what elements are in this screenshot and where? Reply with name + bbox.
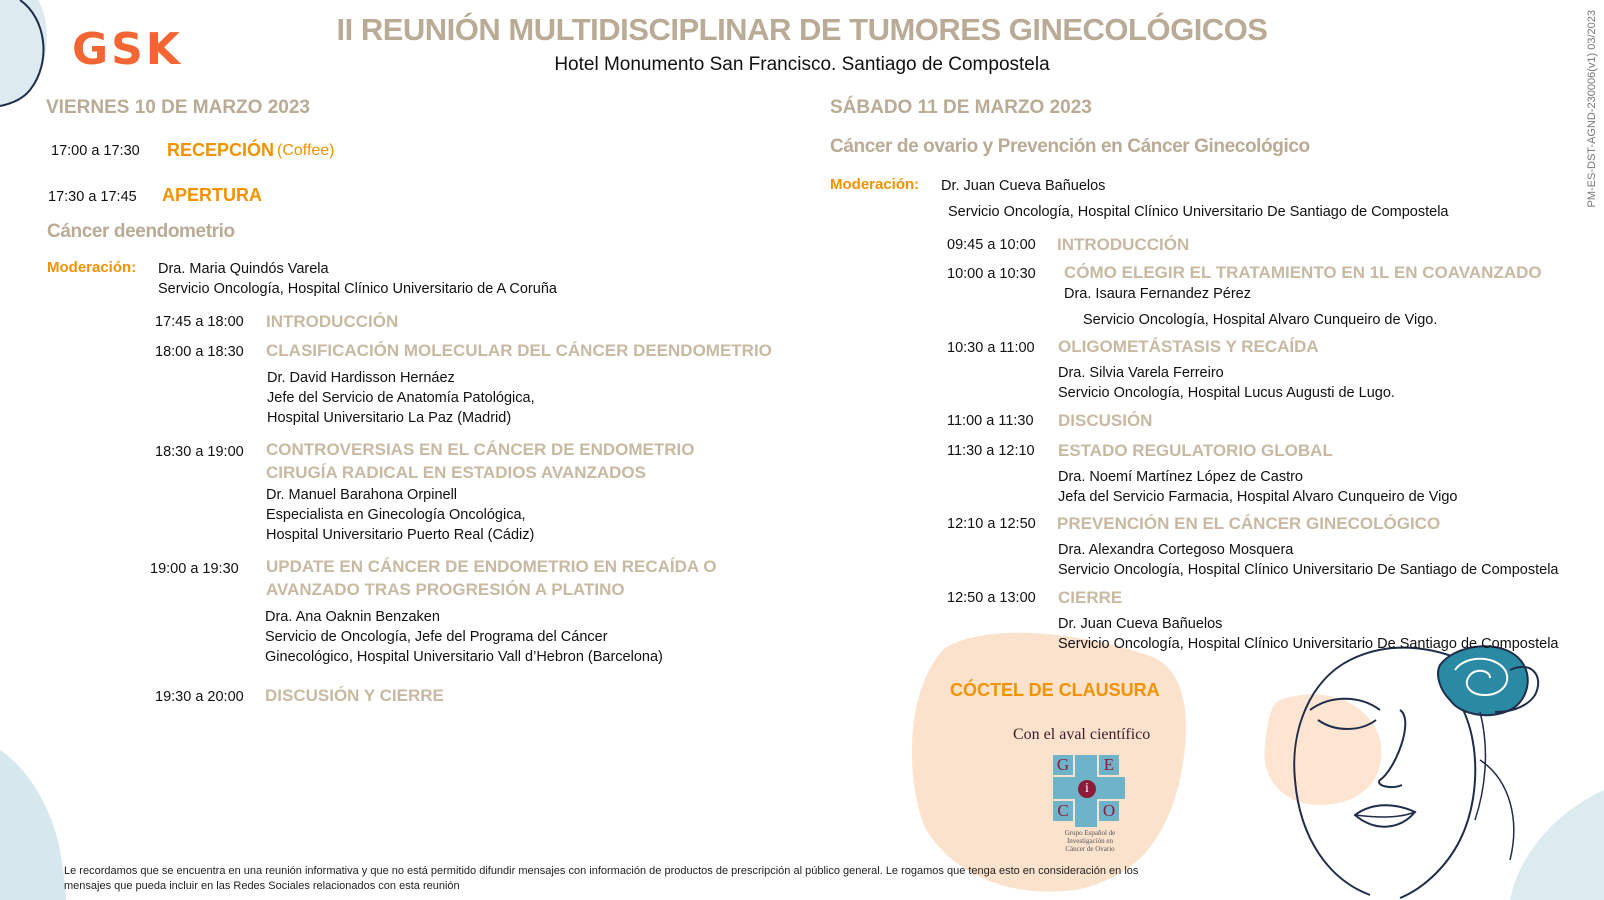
friday-speaker-line: Jefe del Servicio de Anatomía Patológica,	[267, 390, 535, 406]
friday-date: VIERNES 10 DE MARZO 2023	[46, 97, 310, 118]
footer-line: mensajes que pueda incluir en las Redes Sociales relacionados con esta reunión	[64, 880, 460, 892]
friday-item-time: 19:30 a 20:00	[155, 689, 244, 705]
saturday-item-time: 12:10 a 12:50	[947, 516, 1036, 532]
geico-caption-line: Investigación en	[1066, 837, 1114, 845]
saturday-speaker-line: Dra. Isaura Fernandez Pérez	[1064, 286, 1251, 302]
saturday-speaker-line: Dr. Juan Cueva Bañuelos	[1058, 616, 1223, 632]
friday-item-title: CIRUGÍA RADICAL EN ESTADIOS AVANZADOS	[266, 463, 646, 482]
opening-time: 17:30 a 17:45	[48, 189, 137, 205]
friday-item-title: INTRODUCCIÓN	[266, 312, 399, 331]
document-code: PM-ES-DST-AGND-230006(v1) 03/2023	[1586, 10, 1598, 208]
saturday-item-time: 12:50 a 13:00	[947, 590, 1036, 606]
friday-speaker-line: Dr. David Hardisson Hernáez	[267, 370, 455, 386]
reception-label: RECEPCIÓN	[167, 140, 275, 160]
geico-letter-o: O	[1099, 801, 1119, 821]
friday-speaker-line: Hospital Universitario La Paz (Madrid)	[267, 410, 512, 426]
legal-footer	[64, 864, 1264, 894]
saturday-moderation-label: Moderación:	[830, 176, 920, 193]
geico-caption	[1040, 829, 1140, 853]
geico-letter-g: G	[1053, 755, 1073, 775]
friday-item-time: 18:00 a 18:30	[155, 344, 244, 360]
saturday-item-title: OLIGOMETÁSTASIS Y RECAÍDA	[1058, 337, 1319, 356]
friday-section-title: Cáncer deendometrio	[47, 221, 235, 242]
saturday-speaker-line: Dra. Silvia Varela Ferreiro	[1058, 365, 1224, 381]
saturday-speaker-line: Servicio Oncología, Hospital Clínico Universitario De Santiago de Compostela	[1058, 636, 1559, 652]
saturday-item-title: ESTADO REGULATORIO GLOBAL	[1058, 441, 1333, 460]
friday-item-title: CLASIFICACIÓN MOLECULAR DEL CÁNCER DEENDOMETRIO	[266, 341, 772, 360]
friday-item-title: CONTROVERSIAS EN EL CÁNCER DE ENDOMETRIO	[266, 440, 695, 459]
saturday-item-title: CIERRE	[1058, 588, 1123, 607]
page-title: II REUNIÓN MULTIDISCIPLINAR DE TUMORES GINECOLÓGICOS	[336, 12, 1268, 47]
geico-caption-line: Cáncer de Ovario	[1065, 845, 1115, 853]
friday-speaker-line: Dra. Ana Oaknin Benzaken	[265, 609, 440, 625]
saturday-speaker-line: Dra. Alexandra Cortegoso Mosquera	[1058, 542, 1294, 558]
geico-letter-c: C	[1053, 801, 1073, 821]
friday-moderator-name: Dra. Maria Quindós Varela	[158, 261, 329, 277]
friday-speaker-line: Hospital Universitario Puerto Real (Cádiz)	[266, 527, 535, 543]
friday-moderator-affiliation: Servicio Oncología, Hospital Clínico Universitario de A Coruña	[158, 281, 557, 297]
saturday-speaker-line: Servicio Oncología, Hospital Alvaro Cunqueiro de Vigo.	[1083, 312, 1438, 328]
opening-label: APERTURA	[162, 185, 263, 205]
saturday-section-title: Cáncer de ovario y Prevención en Cáncer Ginecológico	[830, 136, 1310, 157]
reception-time: 17:00 a 17:30	[51, 143, 140, 159]
venue-subtitle: Hotel Monumento San Francisco. Santiago de Compostela	[554, 54, 1050, 75]
bottom-left-decoration	[0, 750, 70, 900]
reception-note: (Coffee)	[277, 142, 335, 159]
friday-item-title: UPDATE EN CÁNCER DE ENDOMETRIO EN RECAÍDA O	[266, 557, 717, 576]
friday-speaker-line: Especialista en Ginecología Oncológica,	[266, 507, 526, 523]
friday-moderation-label: Moderación:	[47, 259, 137, 276]
saturday-item-title: INTRODUCCIÓN	[1057, 235, 1190, 254]
gsk-logo: GSK	[72, 24, 183, 75]
friday-speaker-line: Dr. Manuel Barahona Orpinell	[266, 487, 458, 503]
saturday-moderator-name: Dr. Juan Cueva Bañuelos	[941, 178, 1106, 194]
footer-line: Le recordamos que se encuentra en una reunión informativa y que no está permitido difundir mensajes con información de productos de prescripción al público general. Le rogamos que tenga esto en consideración en los	[64, 865, 1139, 877]
saturday-date: SÁBADO 11 DE MARZO 2023	[830, 97, 1092, 118]
saturday-item-time: 11:30 a 12:10	[947, 443, 1035, 459]
endorsement-text: Con el aval científico	[1013, 726, 1151, 743]
friday-item-time: 18:30 a 19:00	[155, 444, 244, 460]
friday-speaker-line: Ginecológico, Hospital Universitario Vall d’Hebron (Barcelona)	[265, 649, 663, 665]
geico-logo	[1053, 755, 1125, 827]
saturday-speaker-line: Servicio Oncología, Hospital Lucus Augusti de Lugo.	[1058, 385, 1395, 401]
saturday-item-time: 10:00 a 10:30	[947, 266, 1036, 282]
friday-speaker-line: Servicio de Oncología, Jefe del Programa del Cáncer	[265, 629, 608, 645]
geico-caption-line: Grupo Español de	[1064, 829, 1116, 837]
friday-item-time: 19:00 a 19:30	[150, 561, 239, 577]
saturday-item-time: 10:30 a 11:00	[947, 340, 1035, 356]
saturday-speaker-line: Dra. Noemí Martínez López de Castro	[1058, 469, 1303, 485]
friday-item-title: AVANZADO TRAS PROGRESIÓN A PLATINO	[266, 580, 625, 599]
saturday-item-title: CÓMO ELEGIR EL TRATAMIENTO EN 1L EN COAVANZADO	[1064, 263, 1542, 282]
saturday-item-time: 09:45 a 10:00	[947, 237, 1036, 253]
saturday-item-title: DISCUSIÓN	[1058, 411, 1153, 430]
friday-item-time: 17:45 a 18:00	[155, 314, 244, 330]
saturday-speaker-line: Servicio Oncología, Hospital Clínico Universitario De Santiago de Compostela	[1058, 562, 1559, 578]
closing-cocktail: CÓCTEL DE CLAUSURA	[950, 680, 1160, 700]
saturday-item-title: PREVENCIÓN EN EL CÁNCER GINECOLÓGICO	[1057, 514, 1441, 533]
geico-letter-e: E	[1099, 755, 1119, 775]
saturday-moderator-affiliation: Servicio Oncología, Hospital Clínico Universitario De Santiago de Compostela	[948, 204, 1449, 220]
friday-item-title: DISCUSIÓN Y CIERRE	[265, 686, 444, 705]
saturday-speaker-line: Jefa del Servicio Farmacia, Hospital Alvaro Cunqueiro de Vigo	[1058, 489, 1458, 505]
saturday-item-time: 11:00 a 11:30	[947, 413, 1034, 429]
geico-letter-i: i	[1078, 780, 1096, 798]
face-rose-illustration	[1280, 640, 1604, 900]
